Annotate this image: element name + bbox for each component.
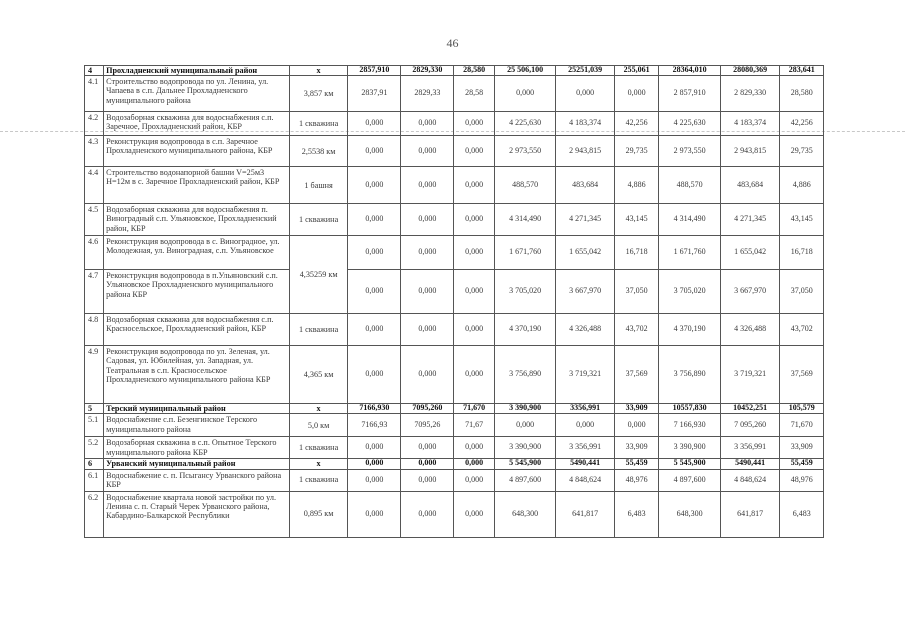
- row-unit: 1 скважина: [289, 469, 347, 491]
- cell-value: 3 667,970: [556, 270, 614, 314]
- cell-value: 2857,910: [348, 66, 401, 76]
- cell-value: 3356,991: [556, 404, 614, 414]
- cell-value: 0,000: [348, 236, 401, 270]
- cell-value: 4 314,490: [494, 204, 556, 236]
- cell-value: 37,569: [614, 346, 659, 404]
- table-row: [85, 437, 824, 459]
- cell-value: 4 314,490: [659, 204, 721, 236]
- row-unit: 1 скважина: [289, 204, 347, 236]
- row-unit: 4,365 км: [289, 346, 347, 404]
- cell-value: 1 671,760: [659, 236, 721, 270]
- cell-value: 0,000: [614, 414, 659, 437]
- cell-value: 0,000: [401, 236, 454, 270]
- cell-value: 0,000: [348, 459, 401, 469]
- cell-value: 0,000: [348, 167, 401, 204]
- cell-value: 4 183,374: [556, 112, 614, 136]
- row-name: Реконструкция водопровода в с. Виноградное, ул. Молодежная, ул. Виноградная, с.п. Ульяновское: [104, 236, 290, 270]
- cell-value: 43,702: [780, 314, 824, 346]
- cell-value: 3 356,991: [556, 437, 614, 459]
- cell-value: 483,684: [720, 167, 779, 204]
- table-row: [85, 204, 824, 236]
- cell-value: 10452,251: [720, 404, 779, 414]
- cell-value: 0,000: [454, 136, 494, 167]
- cell-value: 0,000: [494, 76, 556, 112]
- cell-value: 3 390,900: [659, 437, 721, 459]
- cell-value: 0,000: [454, 112, 494, 136]
- row-name: Строительство водонапорной башни V=25м3 Н=12м в с. Заречное Прохладненский район, КБР: [104, 167, 290, 204]
- cell-value: 0,000: [401, 469, 454, 491]
- cell-value: 1 655,042: [720, 236, 779, 270]
- cell-value: 2 943,815: [720, 136, 779, 167]
- cell-value: 5 545,900: [659, 459, 721, 469]
- section-row: [85, 66, 824, 76]
- cell-value: 5 545,900: [494, 459, 556, 469]
- cell-value: 0,000: [348, 204, 401, 236]
- cell-value: 16,718: [780, 236, 824, 270]
- cell-value: 3 667,970: [720, 270, 779, 314]
- cell-value: 0,000: [454, 491, 494, 537]
- row-unit: 0,895 км: [289, 491, 347, 537]
- cell-value: 29,735: [614, 136, 659, 167]
- cell-value: 37,569: [780, 346, 824, 404]
- row-number: 4.3: [85, 136, 104, 167]
- cell-value: 648,300: [659, 491, 721, 537]
- cell-value: 0,000: [454, 346, 494, 404]
- cell-value: 0,000: [401, 346, 454, 404]
- cell-value: 2 829,330: [720, 76, 779, 112]
- cell-value: 105,579: [780, 404, 824, 414]
- cell-value: 3 756,890: [659, 346, 721, 404]
- cell-value: 2829,33: [401, 76, 454, 112]
- cell-value: 0,000: [454, 437, 494, 459]
- cell-value: 10557,830: [659, 404, 721, 414]
- cell-value: 3 390,900: [494, 404, 556, 414]
- row-unit: х: [289, 66, 347, 76]
- cell-value: 4 848,624: [720, 469, 779, 491]
- cell-value: 3 390,900: [494, 437, 556, 459]
- cell-value: 7095,26: [401, 414, 454, 437]
- cell-value: 71,670: [780, 414, 824, 437]
- cell-value: 2 857,910: [659, 76, 721, 112]
- cell-value: 1 671,760: [494, 236, 556, 270]
- row-number: 4.7: [85, 270, 104, 314]
- cell-value: 3 705,020: [494, 270, 556, 314]
- row-name: Водоснабжение квартала новой застройки по ул. Ленина с. п. Старый Черек Урванского района, Кабардино-Балкарской Республики: [104, 491, 290, 537]
- row-number: 4.9: [85, 346, 104, 404]
- cell-value: 0,000: [454, 236, 494, 270]
- row-unit: 3,857 км: [289, 76, 347, 112]
- cell-value: 4 326,488: [720, 314, 779, 346]
- table-row: [85, 314, 824, 346]
- cell-value: 0,000: [348, 469, 401, 491]
- cell-value: 71,67: [454, 414, 494, 437]
- cell-value: 4,886: [780, 167, 824, 204]
- cell-value: 55,459: [780, 459, 824, 469]
- row-number: 6: [85, 459, 104, 469]
- row-number: 4.1: [85, 76, 104, 112]
- cell-value: 7095,260: [401, 404, 454, 414]
- row-unit: 1 скважина: [289, 112, 347, 136]
- cell-value: 4 848,624: [556, 469, 614, 491]
- cell-value: 4 183,374: [720, 112, 779, 136]
- cell-value: 42,256: [780, 112, 824, 136]
- cell-value: 2 973,550: [494, 136, 556, 167]
- cell-value: 29,735: [780, 136, 824, 167]
- table-row: [85, 167, 824, 204]
- row-number: 4.6: [85, 236, 104, 270]
- cell-value: 3 705,020: [659, 270, 721, 314]
- cell-value: 4 271,345: [556, 204, 614, 236]
- table-row: [85, 414, 824, 437]
- cell-value: 1 655,042: [556, 236, 614, 270]
- row-name: Водоснабжение с. п. Псыгансу Урванского района КБР: [104, 469, 290, 491]
- cell-value: 48,976: [614, 469, 659, 491]
- cell-value: 43,145: [780, 204, 824, 236]
- cell-value: 0,000: [401, 136, 454, 167]
- cell-value: 0,000: [556, 76, 614, 112]
- row-number: 4: [85, 66, 104, 76]
- cell-value: 0,000: [401, 167, 454, 204]
- cell-value: 0,000: [401, 491, 454, 537]
- cell-value: 3 756,890: [494, 346, 556, 404]
- cell-value: 28,580: [454, 66, 494, 76]
- row-name: Терский муниципальный район: [104, 404, 290, 414]
- row-number: 4.5: [85, 204, 104, 236]
- cell-value: 28,58: [454, 76, 494, 112]
- row-number: 5.1: [85, 414, 104, 437]
- cell-value: 3 719,321: [556, 346, 614, 404]
- cell-value: 4 370,190: [494, 314, 556, 346]
- cell-value: 0,000: [614, 76, 659, 112]
- row-name: Водозаборная скважина для водоснабжения п. Виноградный с.п. Ульяновское, Прохладненский район, КБР: [104, 204, 290, 236]
- row-name: Водоснабжение с.п. Безенгинское Терского муниципального района: [104, 414, 290, 437]
- cell-value: 2 943,815: [556, 136, 614, 167]
- row-number: 6.1: [85, 469, 104, 491]
- cell-value: 0,000: [401, 270, 454, 314]
- cell-value: 5490,441: [556, 459, 614, 469]
- cell-value: 0,000: [348, 270, 401, 314]
- cell-value: 641,817: [556, 491, 614, 537]
- row-unit: 1 башня: [289, 167, 347, 204]
- table-row: [85, 270, 824, 314]
- cell-value: 0,000: [454, 167, 494, 204]
- cell-value: 0,000: [348, 112, 401, 136]
- cell-value: 37,050: [780, 270, 824, 314]
- row-unit: 1 скважина: [289, 314, 347, 346]
- row-name: Урванский муниципальный район: [104, 459, 290, 469]
- row-unit: 1 скважина: [289, 437, 347, 459]
- cell-value: 37,050: [614, 270, 659, 314]
- row-unit: х: [289, 459, 347, 469]
- cell-value: 7 095,260: [720, 414, 779, 437]
- table-row: [85, 491, 824, 537]
- row-number: 4.8: [85, 314, 104, 346]
- cell-value: 4 897,600: [659, 469, 721, 491]
- row-name: Реконструкция водопровода в с.п. Заречное Прохладненского муниципального района, КБР: [104, 136, 290, 167]
- row-unit: 4,35259 км: [289, 236, 347, 314]
- cell-value: 0,000: [401, 204, 454, 236]
- cell-value: 33,909: [780, 437, 824, 459]
- cell-value: 4 225,630: [494, 112, 556, 136]
- cell-value: 0,000: [348, 491, 401, 537]
- row-number: 6.2: [85, 491, 104, 537]
- cell-value: 0,000: [454, 314, 494, 346]
- cell-value: 28080,369: [720, 66, 779, 76]
- cell-value: 255,061: [614, 66, 659, 76]
- row-unit: х: [289, 404, 347, 414]
- row-name: Реконструкция водопровода в п.Ульяновский с.п. Ульяновское Прохладненского муниципального района КБР: [104, 270, 290, 314]
- row-number: 4.2: [85, 112, 104, 136]
- section-row: [85, 459, 824, 469]
- cell-value: 283,641: [780, 66, 824, 76]
- cell-value: 0,000: [401, 112, 454, 136]
- table-row: [85, 236, 824, 270]
- row-name: Реконструкция водопровода по ул. Зеленая, ул. Садовая, ул. Юбилейная, ул. Западная, ул. Театральная в с.п. Красносельское Прохладненского муниципального района КБР: [104, 346, 290, 404]
- cell-value: 0,000: [348, 314, 401, 346]
- cell-value: 33,909: [614, 437, 659, 459]
- cell-value: 0,000: [454, 204, 494, 236]
- cell-value: 5490,441: [720, 459, 779, 469]
- cell-value: 2837,91: [348, 76, 401, 112]
- cell-value: 7166,930: [348, 404, 401, 414]
- cell-value: 488,570: [659, 167, 721, 204]
- table-row: [85, 346, 824, 404]
- cell-value: 4 225,630: [659, 112, 721, 136]
- cell-value: 648,300: [494, 491, 556, 537]
- cell-value: 28,580: [780, 76, 824, 112]
- cell-value: 25 506,100: [494, 66, 556, 76]
- program-table: [84, 65, 824, 538]
- row-unit: 5,0 км: [289, 414, 347, 437]
- cell-value: 3 356,991: [720, 437, 779, 459]
- row-name: Прохладненский муниципальный район: [104, 66, 290, 76]
- cell-value: 42,256: [614, 112, 659, 136]
- cell-value: 4,886: [614, 167, 659, 204]
- cell-value: 43,702: [614, 314, 659, 346]
- cell-value: 43,145: [614, 204, 659, 236]
- cell-value: 7166,93: [348, 414, 401, 437]
- table-row: [85, 469, 824, 491]
- cell-value: 6,483: [614, 491, 659, 537]
- cell-value: 0,000: [348, 437, 401, 459]
- row-name: Строительство водопровода по ул. Ленина, ул. Чапаева в с.п. Дальнее Прохладненского муниципального района: [104, 76, 290, 112]
- cell-value: 3 719,321: [720, 346, 779, 404]
- cell-value: 0,000: [401, 459, 454, 469]
- row-number: 5: [85, 404, 104, 414]
- cell-value: 71,670: [454, 404, 494, 414]
- cell-value: 4 370,190: [659, 314, 721, 346]
- cell-value: 488,570: [494, 167, 556, 204]
- cell-value: 641,817: [720, 491, 779, 537]
- page-number: 46: [446, 36, 459, 50]
- table-row: [85, 76, 824, 112]
- cell-value: 0,000: [401, 314, 454, 346]
- cell-value: 0,000: [556, 414, 614, 437]
- row-number: 5.2: [85, 437, 104, 459]
- cell-value: 55,459: [614, 459, 659, 469]
- cell-value: 483,684: [556, 167, 614, 204]
- cell-value: 0,000: [454, 459, 494, 469]
- table-row: [85, 136, 824, 167]
- cell-value: 4 897,600: [494, 469, 556, 491]
- row-name: Водозаборная скважина для водоснабжения с.п. Красносельское, Прохладненский район, КБР: [104, 314, 290, 346]
- row-name: Водозаборная скважина для водоснабжения с.п. Заречное, Прохладненский район, КБР: [104, 112, 290, 136]
- cell-value: 4 326,488: [556, 314, 614, 346]
- row-number: 4.4: [85, 167, 104, 204]
- cell-value: 28364,010: [659, 66, 721, 76]
- row-name: Водозаборная скважина в с.п. Опытное Терского муниципального района КБР: [104, 437, 290, 459]
- cell-value: 0,000: [454, 469, 494, 491]
- cell-value: 25251,039: [556, 66, 614, 76]
- table-row: [85, 112, 824, 136]
- cell-value: 48,976: [780, 469, 824, 491]
- cell-value: 0,000: [348, 346, 401, 404]
- cell-value: 0,000: [401, 437, 454, 459]
- cell-value: 0,000: [348, 136, 401, 167]
- cell-value: 7 166,930: [659, 414, 721, 437]
- cell-value: 2829,330: [401, 66, 454, 76]
- cell-value: 16,718: [614, 236, 659, 270]
- cell-value: 2 973,550: [659, 136, 721, 167]
- cell-value: 4 271,345: [720, 204, 779, 236]
- cell-value: 0,000: [494, 414, 556, 437]
- cell-value: 6,483: [780, 491, 824, 537]
- cell-value: 0,000: [454, 270, 494, 314]
- cell-value: 33,909: [614, 404, 659, 414]
- row-unit: 2,5538 км: [289, 136, 347, 167]
- section-row: [85, 404, 824, 414]
